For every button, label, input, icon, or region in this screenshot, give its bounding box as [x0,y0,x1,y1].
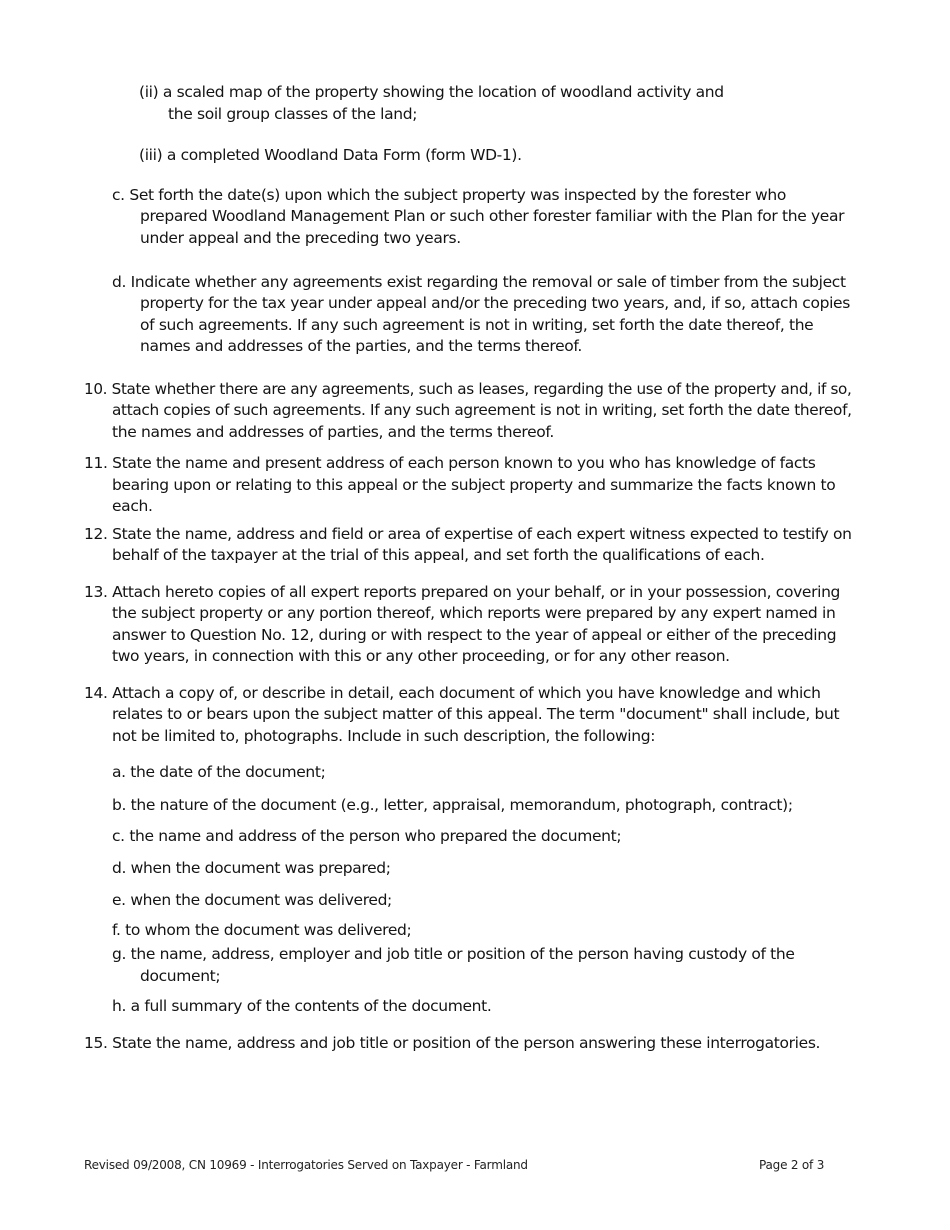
question-13-line-4: two years, in connection with this or any other proceeding, or for any other reason. [112,647,730,665]
item-ii-line-2: the soil group classes of the land; [168,105,418,123]
question-10-line-3: the names and addresses of parties, and the terms thereof. [112,423,554,441]
question-10-line-2: attach copies of such agreements. If any such agreement is not in writing, set forth the date thereof, [112,401,852,419]
item-d-line-2: property for the tax year under appeal and/or the preceding two years, and, if so, attach copies [140,294,850,312]
question-14-item-e: e. when the document was delivered; [112,891,392,909]
footer-revision: Revised 09/2008, CN 10969 - Interrogatories Served on Taxpayer - Farmland [84,1158,528,1172]
item-iii-line-1: (iii) a completed Woodland Data Form (form WD-1). [139,146,522,164]
item-c-line-3: under appeal and the preceding two years. [140,229,461,247]
item-ii-line-1: (ii) a scaled map of the property showing the location of woodland activity and [139,83,724,101]
question-14-item-a: a. the date of the document; [112,763,326,781]
question-14-line-2: relates to or bears upon the subject matter of this appeal. The term "document" shall include, but [112,705,840,723]
question-15-line-1: 15. State the name, address and job title or position of the person answering these interrogatories. [84,1034,821,1052]
question-14-item-d: d. when the document was prepared; [112,859,391,877]
question-14-item-b: b. the nature of the document (e.g., letter, appraisal, memorandum, photograph, contract); [112,796,793,814]
item-d-line-3: of such agreements. If any such agreement is not in writing, set forth the date thereof, the [140,316,814,334]
question-14-item-g-line-1: g. the name, address, employer and job title or position of the person having custody of the [112,945,795,963]
item-d-line-4: names and addresses of the parties, and the terms thereof. [140,337,582,355]
question-14-line-1: 14. Attach a copy of, or describe in detail, each document of which you have knowledge and which [84,684,821,702]
item-c-line-1: c. Set forth the date(s) upon which the subject property was inspected by the forester who [112,186,786,204]
question-13-line-3: answer to Question No. 12, during or with respect to the year of appeal or either of the preceding [112,626,837,644]
question-14-item-h: h. a full summary of the contents of the document. [112,997,492,1015]
question-11-line-2: bearing upon or relating to this appeal or the subject property and summarize the facts known to [112,476,836,494]
question-11-line-3: each. [112,497,153,515]
footer-page-number: Page 2 of 3 [759,1158,825,1172]
question-11-line-1: 11. State the name and present address of each person known to you who has knowledge of facts [84,454,816,472]
question-14-item-g-line-2: document; [140,967,221,985]
question-13-line-1: 13. Attach hereto copies of all expert reports prepared on your behalf, or in your possession, covering [84,583,841,601]
question-14-line-3: not be limited to, photographs. Include in such description, the following: [112,727,656,745]
question-14-item-c: c. the name and address of the person who prepared the document; [112,827,622,845]
question-12-line-1: 12. State the name, address and field or area of expertise of each expert witness expected to testify on [84,525,852,543]
item-c-line-2: prepared Woodland Management Plan or such other forester familiar with the Plan for the year [140,207,845,225]
question-12-line-2: behalf of the taxpayer at the trial of this appeal, and set forth the qualifications of each. [112,546,765,564]
question-10-line-1: 10. State whether there are any agreements, such as leases, regarding the use of the property and, if so, [84,380,852,398]
question-14-item-f: f. to whom the document was delivered; [112,921,412,939]
item-d-line-1: d. Indicate whether any agreements exist regarding the removal or sale of timber from the subject [112,273,846,291]
question-13-line-2: the subject property or any portion thereof, which reports were prepared by any expert named in [112,604,836,622]
